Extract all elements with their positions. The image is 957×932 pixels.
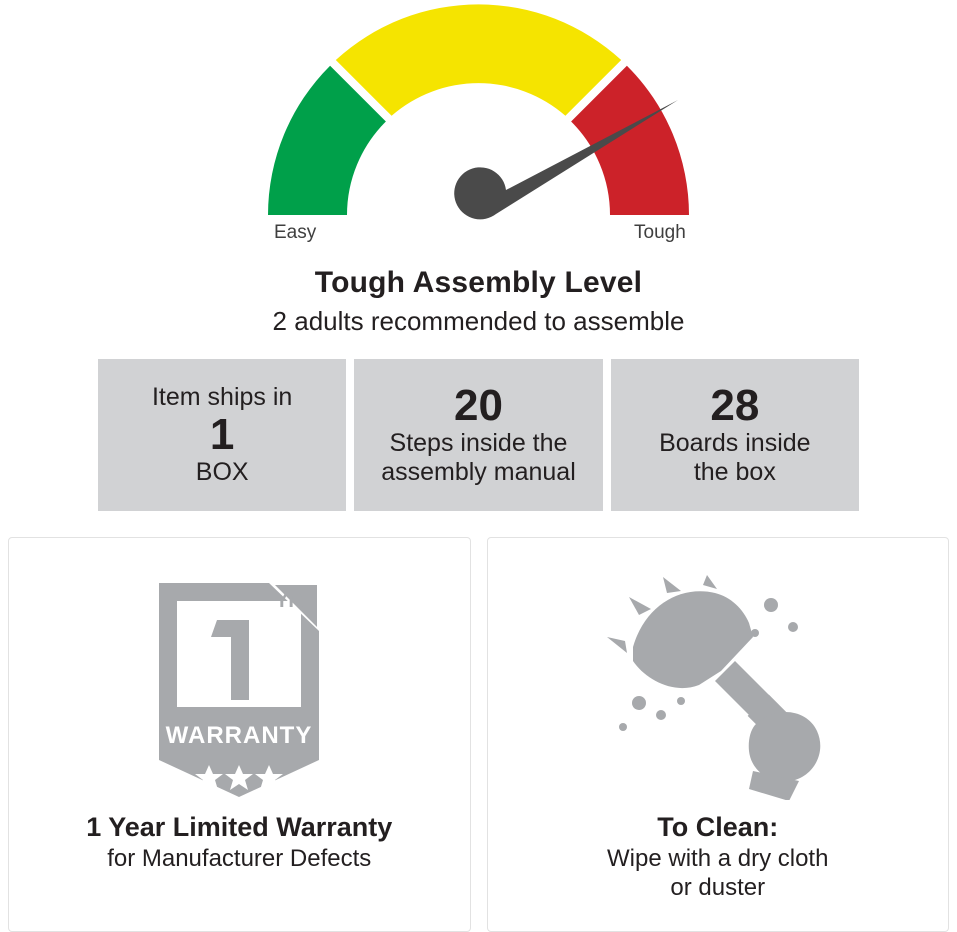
cleaning-art (603, 562, 833, 812)
gauge-zone-medium (336, 4, 621, 115)
stat-value: 1 (209, 409, 235, 459)
stat-value: 20 (454, 381, 503, 431)
warranty-art (139, 562, 339, 812)
assembly-gauge (0, 0, 957, 250)
stat-bottom-text: BOX (195, 458, 249, 487)
svg-text:WARRANTY: WARRANTY (165, 721, 313, 749)
stat-bottom-text: Boards inside the box (659, 429, 811, 487)
stat-bottom-text: Steps inside the assembly manual (381, 429, 576, 487)
gauge-min-label: Easy (274, 222, 317, 243)
gauge-max-label: Tough (634, 222, 686, 243)
gauge-svg (0, 0, 957, 250)
card-sub: for Manufacturer Defects (107, 845, 372, 872)
warranty-badge-icon (139, 575, 339, 800)
duster-hand-icon (603, 575, 833, 800)
card-cleaning (487, 537, 950, 932)
stat-top-text: Item ships in (151, 383, 293, 412)
card-sub: Wipe with a dry cloth or duster (607, 845, 829, 901)
stat-boxes (98, 359, 859, 511)
assembly-headline: Tough Assembly Level (314, 266, 643, 299)
assembly-subhead: 2 adults recommended to assemble (272, 306, 685, 336)
stat-value: 28 (710, 381, 760, 431)
stat-steps (354, 359, 602, 511)
card-title: To Clean: (657, 812, 779, 842)
svg-text:YR: YR (275, 589, 304, 612)
card-warranty (8, 537, 471, 932)
info-cards (8, 537, 949, 932)
stat-boards (611, 359, 859, 511)
stat-ships-in (98, 359, 346, 511)
card-title: 1 Year Limited Warranty (86, 812, 393, 842)
